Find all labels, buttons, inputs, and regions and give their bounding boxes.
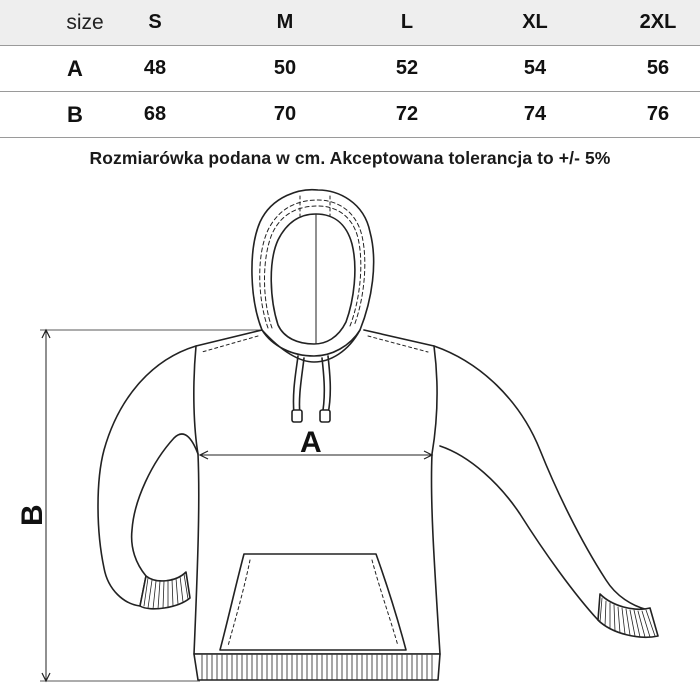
hood-stitching [265,206,361,328]
drawstring-tip [320,410,330,422]
size-tolerance-note: Rozmiarówka podana w cm. Akceptowana tolerancja to +/- 5% [89,148,611,168]
table-row [0,92,700,137]
header-row [0,0,700,45]
drawstring-left [293,356,298,414]
cell-b-xl: 74 [523,103,547,125]
size-header-2xl: 2XL [639,11,677,33]
table-row [0,46,700,91]
table-divider [0,137,700,138]
cell-a-l: 52 [395,57,419,79]
cell-b-2xl: 76 [646,103,670,125]
cell-a-s: 48 [143,57,167,79]
drawstring-right [328,356,330,414]
cell-b-l: 72 [395,103,419,125]
dimension-b-label: B [16,504,49,526]
hood-inner [271,214,355,344]
drawstring-right [322,358,324,416]
right-cuff [598,594,658,637]
drawstring-tip [292,410,302,422]
cell-b-s: 68 [143,103,167,125]
pocket-stitching [372,560,398,646]
dimension-a-label: A [300,426,322,459]
size-header-l: L [400,11,414,33]
hoodie-diagram [0,180,700,700]
cell-b-m: 70 [273,103,297,125]
left-sleeve [98,346,198,606]
hood-stitching [260,200,365,328]
cell-a-xl: 54 [523,57,547,79]
left-cuff [140,572,190,609]
row-label-a: A [67,56,83,81]
row-label-b: B [67,102,83,127]
size-table [0,0,700,137]
size-header-xl: XL [522,11,548,33]
dimension-b [40,330,262,681]
size-header-label: size [66,11,104,34]
cell-a-2xl: 56 [646,57,670,79]
size-header-s: S [148,11,162,33]
cell-a-m: 50 [273,57,297,79]
size-header-m: M [276,11,294,33]
right-sleeve [434,346,654,634]
drawstring-left [299,358,304,416]
